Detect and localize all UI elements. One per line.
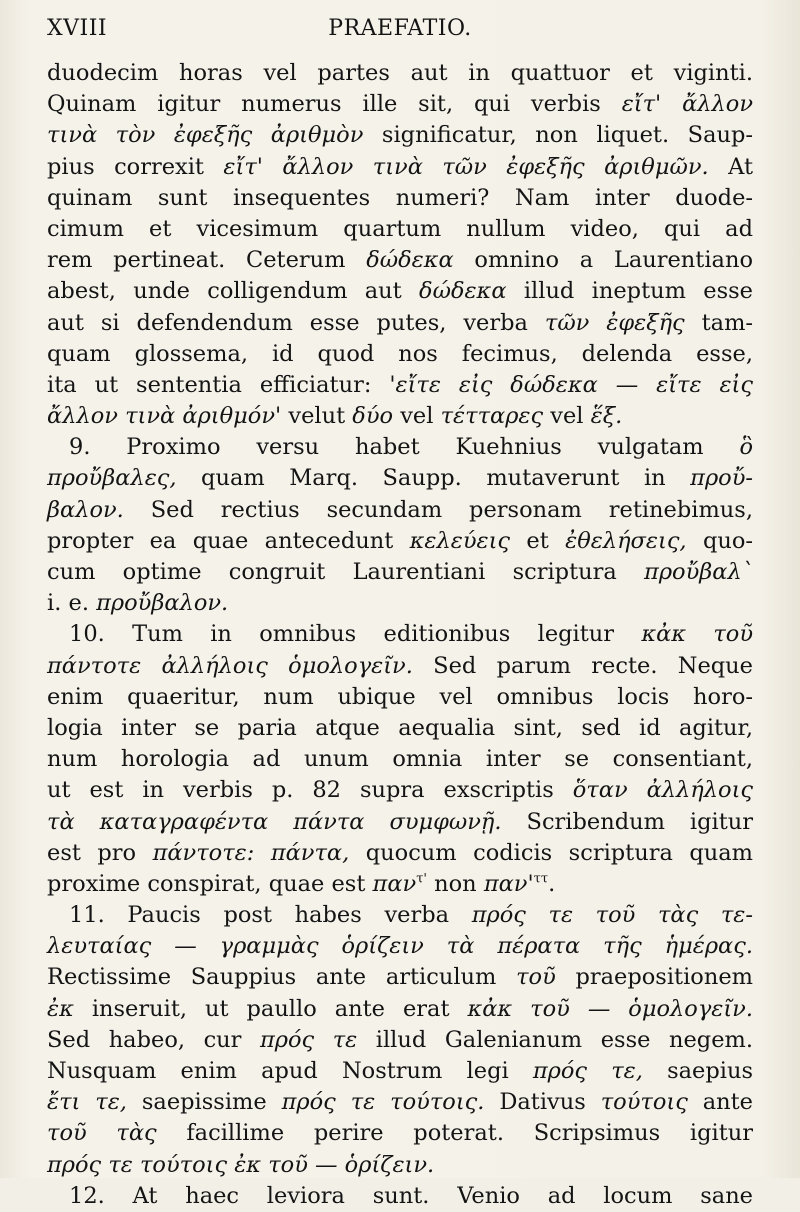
latin-text: significatur, non liquet. Saup- bbox=[363, 122, 753, 149]
text-line bbox=[47, 713, 753, 744]
latin-text: tam- bbox=[684, 309, 754, 336]
greek-text: τοῦ τὰς bbox=[47, 1120, 157, 1147]
text-line bbox=[47, 775, 753, 806]
text-line bbox=[47, 1181, 753, 1212]
text-line bbox=[47, 370, 753, 401]
latin-text: omnino a Laurentiano bbox=[453, 247, 753, 274]
greek-text: πρός τε bbox=[259, 1026, 358, 1053]
text-line bbox=[47, 869, 753, 900]
greek-text: ὃ bbox=[739, 434, 753, 461]
text-line bbox=[47, 619, 753, 650]
latin-text: ita ut sententia efficiatur: ' bbox=[47, 371, 396, 398]
greek-text: πάντα, bbox=[270, 839, 350, 866]
greek-text: τῶν ἐφεξῆς bbox=[544, 309, 685, 336]
text-line bbox=[47, 89, 753, 120]
latin-text: est pro bbox=[47, 839, 153, 866]
greek-text: κελεύεις bbox=[409, 527, 511, 554]
latin-text: praepositionem bbox=[555, 964, 753, 991]
greek-text: ἕξ. bbox=[590, 403, 623, 430]
greek-text: ἄλλον τινὰ ἀριθμόν bbox=[47, 403, 276, 430]
latin-text: Nusquam enim apud Nostrum legi bbox=[47, 1058, 533, 1084]
text-line bbox=[47, 588, 753, 619]
greek-text: τὰ καταγραφέντα πάντα συμφωνῇ. bbox=[47, 808, 502, 835]
latin-text: vel bbox=[543, 403, 591, 430]
latin-text: duodecim horas vel partes aut in quattuor et viginti. bbox=[47, 60, 753, 86]
latin-text: ' velut bbox=[275, 403, 353, 430]
latin-text: pius correxit bbox=[47, 153, 224, 180]
latin-text: logia inter se paria atque aequalia sint, sed id agitur, bbox=[47, 714, 753, 741]
text-line bbox=[47, 276, 753, 307]
greek-text: κἀκ τοῦ — ὁμολογεῖν. bbox=[467, 995, 753, 1022]
latin-text: Sed rectius secundam personam retinebimus, bbox=[123, 496, 753, 523]
greek-text: πάντοτε: bbox=[152, 839, 255, 866]
text-line bbox=[47, 1118, 753, 1149]
greek-text: ἔτι τε, bbox=[47, 1089, 127, 1116]
greek-text: πρός τε τούτοις ἐκ τοῦ — ὁρίζειν. bbox=[47, 1151, 435, 1178]
text-line bbox=[47, 1150, 753, 1181]
text-line bbox=[47, 432, 753, 463]
greek-text: κἀκ τοῦ bbox=[641, 621, 754, 648]
text-line bbox=[47, 962, 753, 993]
latin-text: Rectissime Sauppius ante articulum bbox=[47, 964, 517, 991]
greek-text: πρός τε τοῦ τὰς τε- bbox=[471, 902, 753, 929]
latin-text: Quinam igitur numerus ille sit, qui verbis bbox=[47, 91, 622, 118]
greek-text: ἐθελήσεις, bbox=[565, 527, 687, 554]
superscript: τ' bbox=[416, 871, 427, 887]
greek-text: δύο bbox=[352, 403, 394, 430]
latin-text: 12. At haec leviora sunt. Venio ad locum sane bbox=[69, 1182, 753, 1209]
latin-text: saepissime bbox=[126, 1089, 282, 1116]
text-line bbox=[47, 931, 753, 962]
latin-text: propter ea quae antecedunt bbox=[47, 527, 410, 554]
greek-text: προὔβαλον. bbox=[96, 590, 229, 617]
text-line bbox=[47, 401, 753, 432]
running-title: PRAEFATIO. bbox=[328, 16, 472, 41]
latin-text: proxime conspirat, quae est bbox=[47, 870, 373, 897]
latin-text: quo- bbox=[686, 527, 753, 554]
latin-text: quam Marq. Saupp. mutaverunt in bbox=[176, 465, 691, 492]
latin-text: vel bbox=[393, 403, 441, 430]
greek-text: λευταίας — γραμμὰς ὁρίζειν τὰ πέρατα τῆς ἡμέρας. bbox=[47, 933, 753, 960]
greek-text: εἴτε εἰς δώδεκα — εἴτε εἰς bbox=[395, 371, 753, 398]
greek-text: προὔβαλ` bbox=[644, 559, 753, 585]
greek-text: προὔβαλες, bbox=[47, 465, 177, 492]
greek-text: δώδεκα bbox=[366, 247, 454, 274]
body-text bbox=[47, 58, 753, 1212]
text-line bbox=[47, 557, 753, 588]
text-line bbox=[47, 807, 753, 838]
latin-text: et bbox=[510, 527, 566, 554]
text-line bbox=[47, 1087, 753, 1118]
greek-text: ὅταν ἀλλήλοις bbox=[572, 777, 753, 804]
page-number: XVIII bbox=[47, 16, 108, 41]
latin-text: rem pertineat. Ceterum bbox=[47, 247, 367, 274]
text-line bbox=[47, 183, 753, 214]
text-line bbox=[47, 58, 753, 89]
latin-text: Scribendum igitur bbox=[501, 808, 754, 835]
text-line bbox=[47, 495, 753, 526]
latin-text: Sed habeo, cur bbox=[47, 1026, 260, 1053]
text-line bbox=[47, 526, 753, 557]
latin-text: 9. Proximo versu habet Kuehnius vulgatam bbox=[69, 434, 740, 461]
latin-text: illud Galenianum esse negem. bbox=[357, 1026, 753, 1053]
text-line bbox=[47, 245, 753, 276]
latin-text: non bbox=[426, 870, 484, 897]
greek-text: τοῦ bbox=[516, 964, 556, 991]
text-line bbox=[47, 651, 753, 682]
latin-text: quam glossema, id quod nos fecimus, delenda esse, bbox=[47, 340, 753, 367]
text-line bbox=[47, 1025, 753, 1056]
text-line bbox=[47, 214, 753, 245]
greek-text: δώδεκα bbox=[419, 278, 507, 305]
latin-text: ante bbox=[687, 1089, 753, 1116]
latin-text: aut si defendendum esse putes, verba bbox=[47, 309, 545, 336]
latin-text: At bbox=[708, 153, 753, 180]
greek-text: τέτταρες bbox=[440, 403, 544, 430]
latin-text: cum optime congruit Laurentiani scriptura bbox=[47, 559, 645, 585]
latin-text bbox=[254, 840, 270, 866]
latin-text: saepius bbox=[642, 1058, 753, 1084]
superscript: ττ bbox=[533, 871, 549, 887]
greek-text: τινὰ τὸν ἐφεξῆς ἀριθμὸν bbox=[47, 122, 364, 149]
latin-text: enim quaeritur, num ubique vel omnibus locis horo- bbox=[47, 683, 753, 710]
latin-text: quinam sunt insequentes numeri? Nam inter duode- bbox=[47, 184, 753, 211]
greek-text: παν' bbox=[483, 870, 534, 897]
text-line bbox=[47, 838, 753, 869]
latin-text: facillime perire poterat. Scripsimus igitur bbox=[156, 1120, 753, 1147]
latin-text: quocum codicis scriptura quam bbox=[349, 839, 753, 866]
latin-text: cimum et vicesimum quartum nullum video, qui ad bbox=[47, 215, 753, 242]
text-line bbox=[47, 900, 753, 931]
latin-text: illud ineptum esse bbox=[506, 278, 754, 305]
greek-text: ἐκ bbox=[47, 995, 74, 1022]
latin-text: i. e. bbox=[47, 590, 97, 617]
text-line bbox=[47, 339, 753, 370]
latin-text: inseruit, ut paullo ante erat bbox=[73, 995, 468, 1022]
greek-text: προὔ- bbox=[690, 465, 753, 492]
latin-text: 10. Tum in omnibus editionibus legitur bbox=[69, 621, 642, 648]
latin-text: Dativus bbox=[484, 1089, 601, 1116]
latin-text: ut est in verbis p. 82 supra exscriptis bbox=[47, 777, 573, 804]
text-line bbox=[47, 994, 753, 1025]
text-line bbox=[47, 308, 753, 339]
greek-text: πάντοτε ἀλλήλοις ὁμολογεῖν. bbox=[47, 652, 413, 679]
latin-text: 11. Paucis post habes verba bbox=[69, 902, 472, 929]
latin-text: num horologia ad unum omnia inter se consentiant, bbox=[47, 746, 753, 773]
text-line bbox=[47, 463, 753, 494]
text-line bbox=[47, 120, 753, 151]
text-line bbox=[47, 152, 753, 183]
text-line bbox=[47, 744, 753, 775]
greek-text: παν bbox=[372, 870, 417, 897]
text-line bbox=[47, 682, 753, 713]
greek-text: πρός τε τούτοις. bbox=[281, 1089, 485, 1116]
greek-text: εἴτ' ἄλλον bbox=[621, 91, 754, 118]
greek-text: πρός τε, bbox=[532, 1058, 643, 1084]
latin-text: . bbox=[548, 870, 556, 897]
running-head bbox=[47, 8, 753, 48]
greek-text: τούτοις bbox=[600, 1089, 688, 1116]
greek-text: βαλον. bbox=[47, 496, 124, 523]
latin-text: Sed parum recte. Neque bbox=[412, 652, 753, 679]
text-line bbox=[47, 1056, 753, 1087]
greek-text: εἴτ' ἄλλον τινὰ τῶν ἐφεξῆς ἀριθμῶν. bbox=[223, 153, 709, 180]
latin-text: abest, unde colligendum aut bbox=[47, 278, 420, 305]
